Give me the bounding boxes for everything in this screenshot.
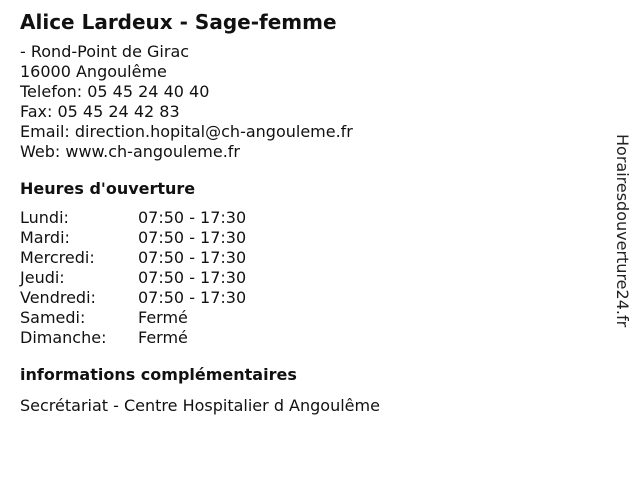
address-city: 16000 Angoulême — [20, 62, 167, 81]
hours-heading: Heures d'ouverture — [20, 179, 196, 198]
day-label: Samedi: — [20, 308, 86, 327]
site-watermark: Horairesdouverture24.fr — [613, 134, 632, 328]
day-label: Mardi: — [20, 228, 70, 247]
day-label: Jeudi: — [20, 268, 65, 287]
info-text: Secrétariat - Centre Hospitalier d Angoulême — [20, 396, 380, 415]
info-heading: informations complémentaires — [20, 365, 297, 384]
hours-row-wednesday — [20, 248, 600, 268]
hours-row-saturday — [20, 308, 600, 328]
time-range: 07:50 - 17:30 — [138, 248, 247, 267]
hours-row-sunday — [20, 328, 600, 348]
fax-number: Fax: 05 45 24 42 83 — [20, 102, 180, 121]
hours-row-friday — [20, 288, 600, 308]
time-range: Fermé — [138, 308, 188, 327]
time-range: 07:50 - 17:30 — [138, 268, 247, 287]
time-range: 07:50 - 17:30 — [138, 228, 247, 247]
day-label: Dimanche: — [20, 328, 107, 347]
website: Web: www.ch-angouleme.fr — [20, 142, 240, 161]
hours-row-monday — [20, 208, 600, 228]
day-label: Vendredi: — [20, 288, 96, 307]
hours-row-tuesday — [20, 228, 600, 248]
day-label: Mercredi: — [20, 248, 95, 267]
email-address: Email: direction.hopital@ch-angouleme.fr — [20, 122, 353, 141]
time-range: Fermé — [138, 328, 188, 347]
time-range: 07:50 - 17:30 — [138, 208, 247, 227]
time-range: 07:50 - 17:30 — [138, 288, 247, 307]
opening-hours-list — [20, 208, 600, 348]
hours-row-thursday — [20, 268, 600, 288]
address-street: - Rond-Point de Girac — [20, 42, 190, 61]
day-label: Lundi: — [20, 208, 69, 227]
business-card — [20, 8, 600, 416]
phone-number: Telefon: 05 45 24 40 40 — [20, 82, 210, 101]
business-title: Alice Lardeux - Sage-femme — [20, 10, 337, 34]
